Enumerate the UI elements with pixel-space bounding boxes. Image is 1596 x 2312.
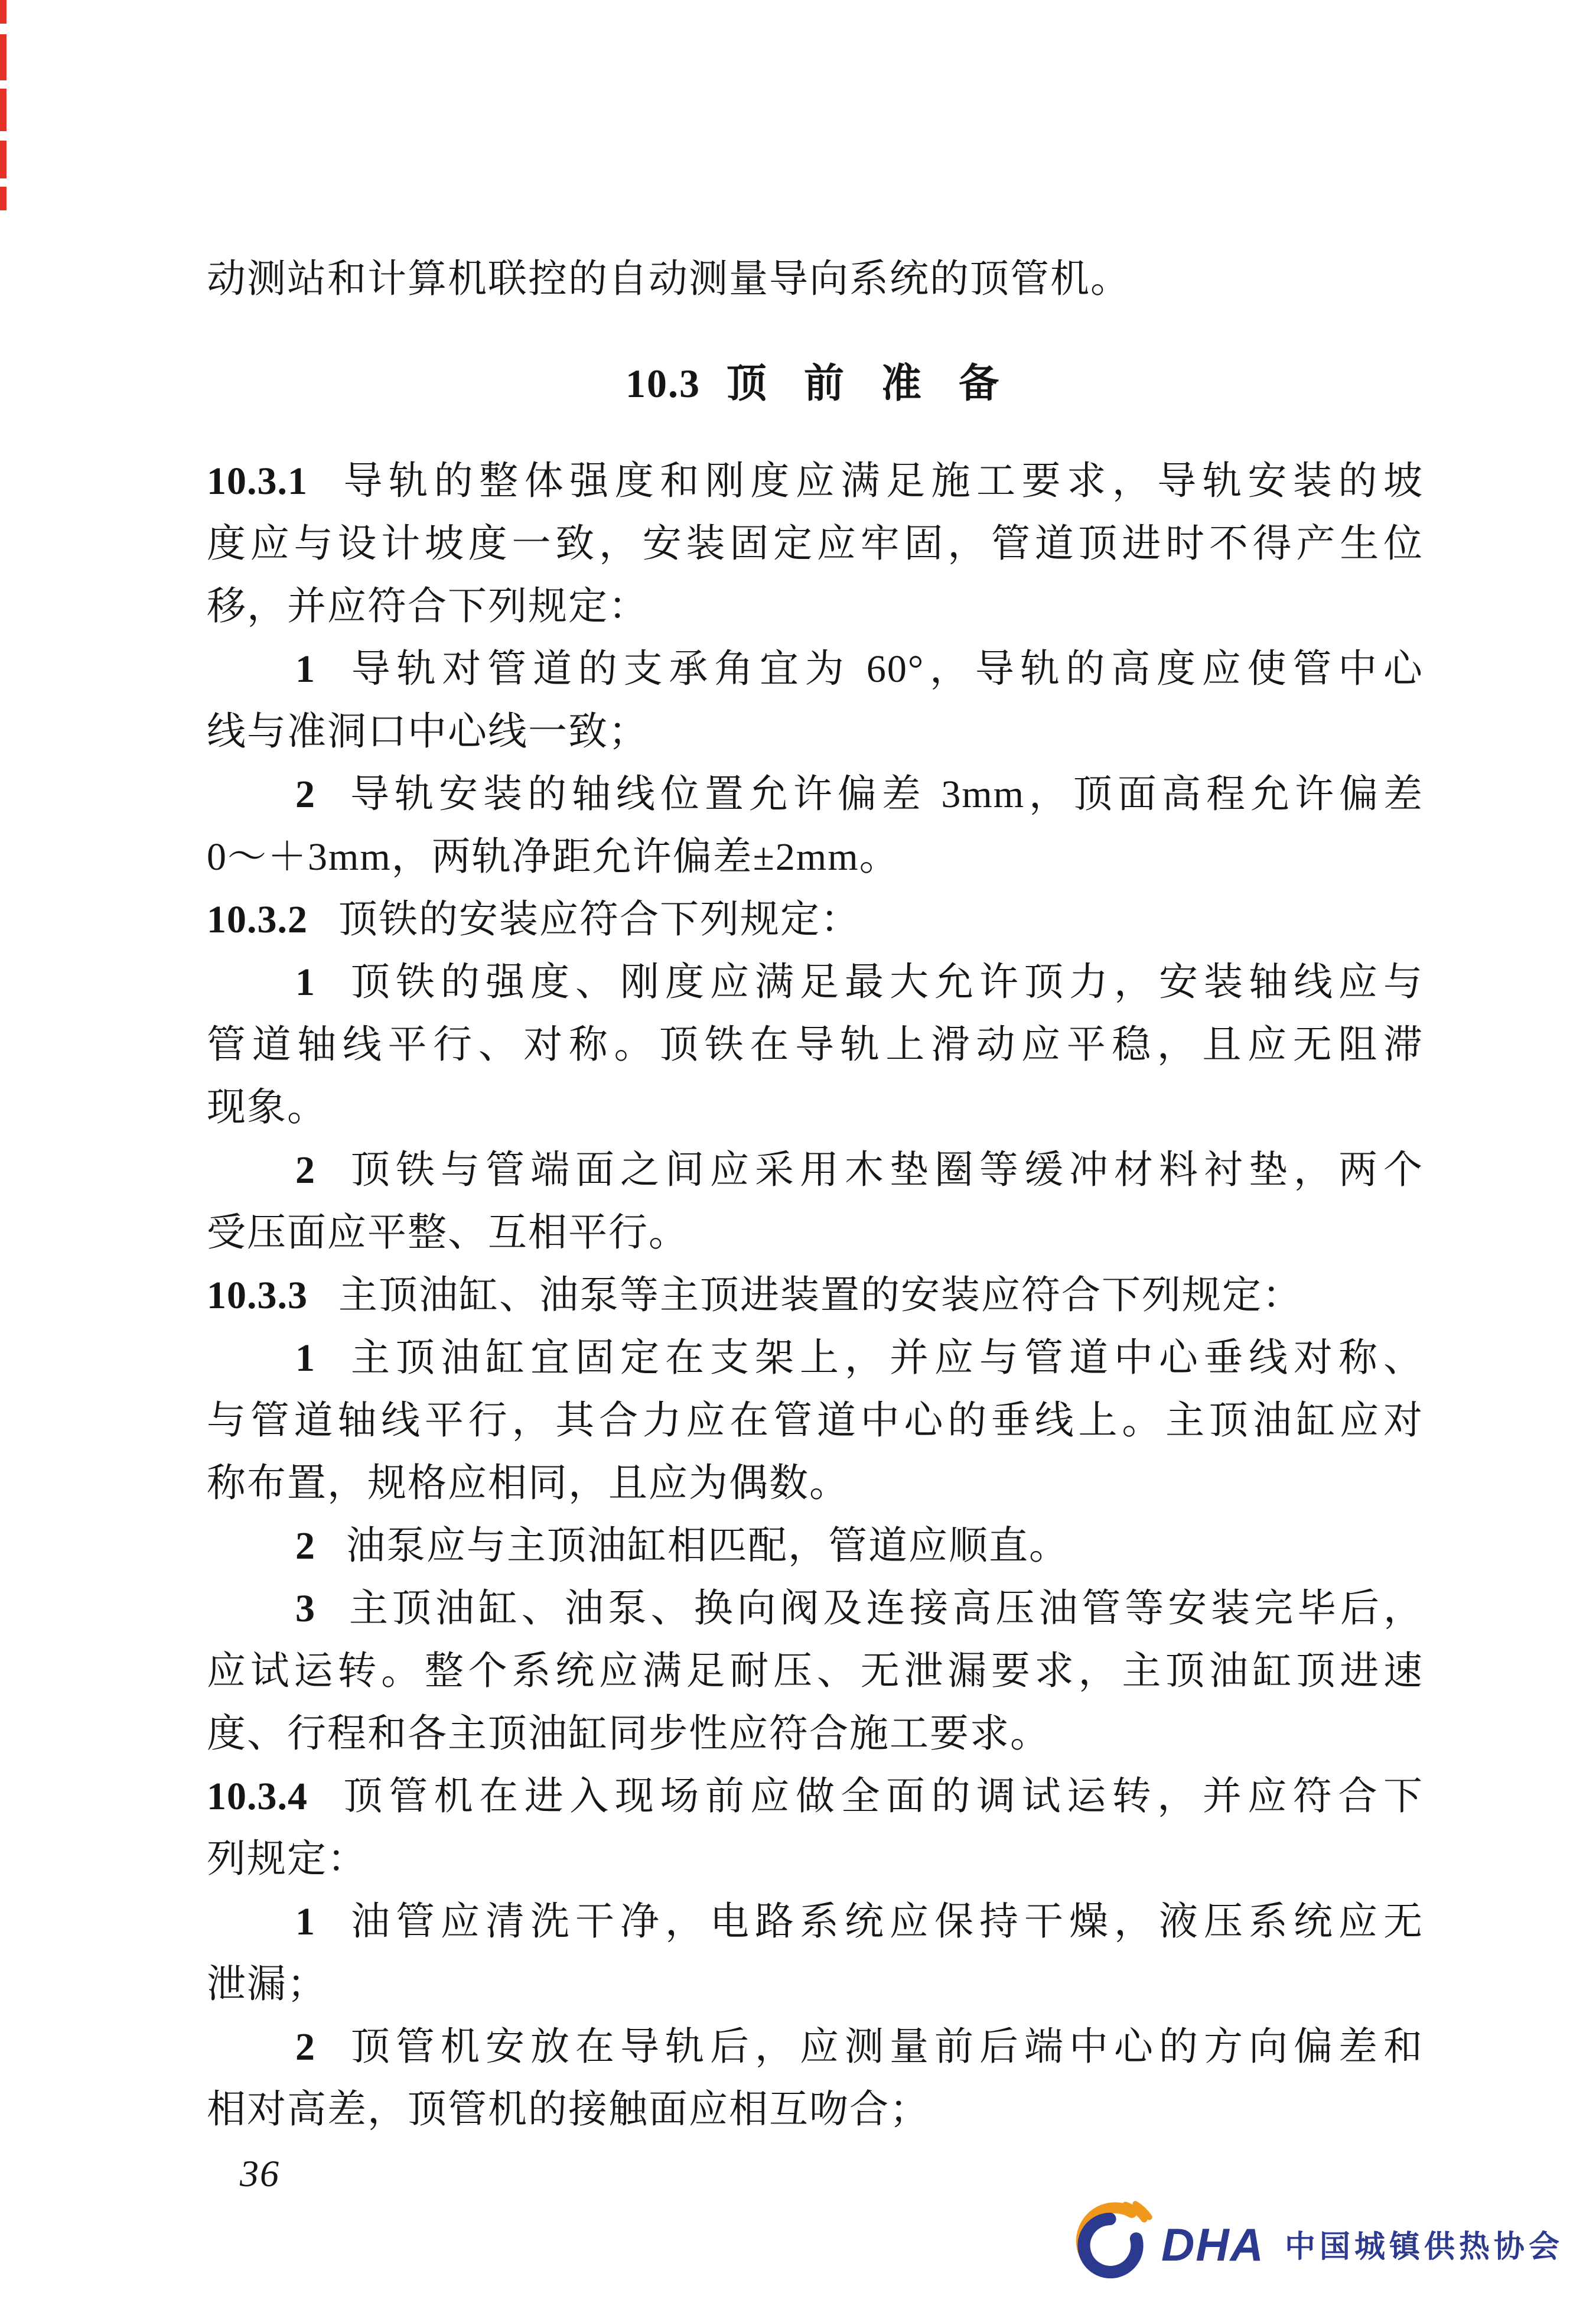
item-number: 2 (295, 2025, 315, 2069)
line-text: 顶管机在进入现场前应做全面的调试运转，并应符合下 (338, 1775, 1424, 1818)
body-line (207, 1515, 1424, 1578)
cdha-logo-name: 中国城镇供热协会 (1284, 2229, 1564, 2264)
body-line (207, 701, 1424, 763)
line-text: 移，并应符合下列规定： (207, 585, 649, 628)
cdha-logo (1069, 2197, 1564, 2285)
line-text: 与管道轴线平行，其合力应在管道中心的垂线上。主顶油缸应对 (207, 1399, 1424, 1442)
cdha-logo-icon (1069, 2197, 1158, 2285)
body-line (207, 1703, 1424, 1765)
body-line (207, 1139, 1424, 1202)
body-line (207, 1828, 1424, 1891)
line-text: 受压面应平整、互相平行。 (207, 1211, 689, 1254)
item-number: 2 (295, 1149, 315, 1192)
body-line (207, 1077, 1424, 1139)
body-line (207, 1640, 1424, 1703)
line-text: 顶铁与管端面之间应采用木垫圈等缓冲材料衬垫，两个 (346, 1149, 1424, 1192)
item-number: 1 (295, 648, 315, 691)
item-number: 1 (295, 1337, 315, 1380)
body-line (207, 575, 1424, 638)
body-line (207, 248, 1424, 311)
body-line (207, 826, 1424, 889)
line-text: 主顶油缸、油泵等主顶进装置的安装应符合下列规定： (338, 1274, 1302, 1317)
body-line (207, 1390, 1424, 1452)
page-body (207, 248, 1424, 2141)
body-line (207, 1202, 1424, 1264)
body-line (207, 450, 1424, 513)
scan-artifact-red-dashes (0, 0, 6, 213)
cdha-logo-abbr: DHA (1161, 2218, 1265, 2271)
clause-number: 10.3.3 (207, 1274, 308, 1317)
item-number: 2 (295, 773, 315, 816)
body-line (207, 1452, 1424, 1515)
body-line (207, 1327, 1424, 1390)
item-number: 1 (295, 1900, 315, 1943)
line-text: 度、行程和各主顶油缸同步性应符合施工要求。 (207, 1712, 1050, 1755)
line-text: 泄漏； (207, 1963, 327, 2006)
line-text: 主顶油缸宜固定在支架上，并应与管道中心垂线对称、 (346, 1337, 1424, 1380)
clause-number: 10.3.2 (207, 898, 308, 941)
line-text: 顶铁的强度、刚度应满足最大允许顶力，安装轴线应与 (346, 961, 1424, 1004)
line-text: 相对高差，顶管机的接触面应相互吻合； (207, 2088, 930, 2131)
body-line (207, 1953, 1424, 2016)
body-line (207, 2079, 1424, 2141)
body-line (207, 1014, 1424, 1077)
line-text: 度应与设计坡度一致，安装固定应牢固，管道顶进时不得产生位 (207, 522, 1424, 565)
page-number: 36 (240, 2152, 280, 2194)
line-text: 顶管机安放在导轨后，应测量前后端中心的方向偏差和 (346, 2025, 1424, 2069)
body-line (207, 1578, 1424, 1640)
body-line (207, 763, 1424, 826)
line-text: 0～＋3mm，两轨净距允许偏差±2mm。 (207, 835, 900, 879)
body-line (207, 951, 1424, 1014)
line-text: 线与准洞口中心线一致； (207, 710, 649, 753)
line-text: 油管应清洗干净，电路系统应保持干燥，液压系统应无 (346, 1900, 1424, 1943)
section-heading-number: 10.3 (625, 361, 701, 406)
body-line (207, 889, 1424, 951)
section-heading-title: 顶 前 准 备 (726, 361, 1005, 406)
body-line (207, 2016, 1424, 2079)
clause-number: 10.3.1 (207, 460, 308, 503)
line-text: 列规定： (207, 1838, 367, 1881)
line-text: 油泵应与主顶油缸相匹配，管道应顺直。 (346, 1524, 1069, 1568)
clause-number: 10.3.4 (207, 1775, 308, 1818)
line-text: 称布置，规格应相同，且应为偶数。 (207, 1462, 849, 1505)
item-number: 1 (295, 961, 315, 1004)
item-number: 2 (295, 1524, 315, 1568)
line-text: 导轨对管道的支承角宜为 60°，导轨的高度应使管中心 (346, 648, 1424, 691)
item-number: 3 (295, 1587, 315, 1630)
line-text: 应试运转。整个系统应满足耐压、无泄漏要求，主顶油缸顶进速 (207, 1650, 1424, 1693)
body-line (207, 638, 1424, 701)
body-line (207, 1891, 1424, 1953)
body-line (207, 1765, 1424, 1828)
section-heading (207, 352, 1424, 415)
line-text: 顶铁的安装应符合下列规定： (338, 898, 861, 941)
body-line (207, 513, 1424, 575)
line-text: 动测站和计算机联控的自动测量导向系统的顶管机。 (207, 258, 1131, 301)
line-text: 管道轴线平行、对称。顶铁在导轨上滑动应平稳，且应无阻滞 (207, 1023, 1424, 1066)
line-text: 导轨安装的轴线位置允许偏差 3mm，顶面高程允许偏差 (346, 773, 1424, 816)
body-line (207, 1264, 1424, 1327)
line-text: 主顶油缸、油泵、换向阀及连接高压油管等安装完毕后， (346, 1587, 1424, 1630)
line-text: 现象。 (207, 1086, 327, 1129)
line-text: 导轨的整体强度和刚度应满足施工要求，导轨安装的坡 (338, 460, 1424, 503)
